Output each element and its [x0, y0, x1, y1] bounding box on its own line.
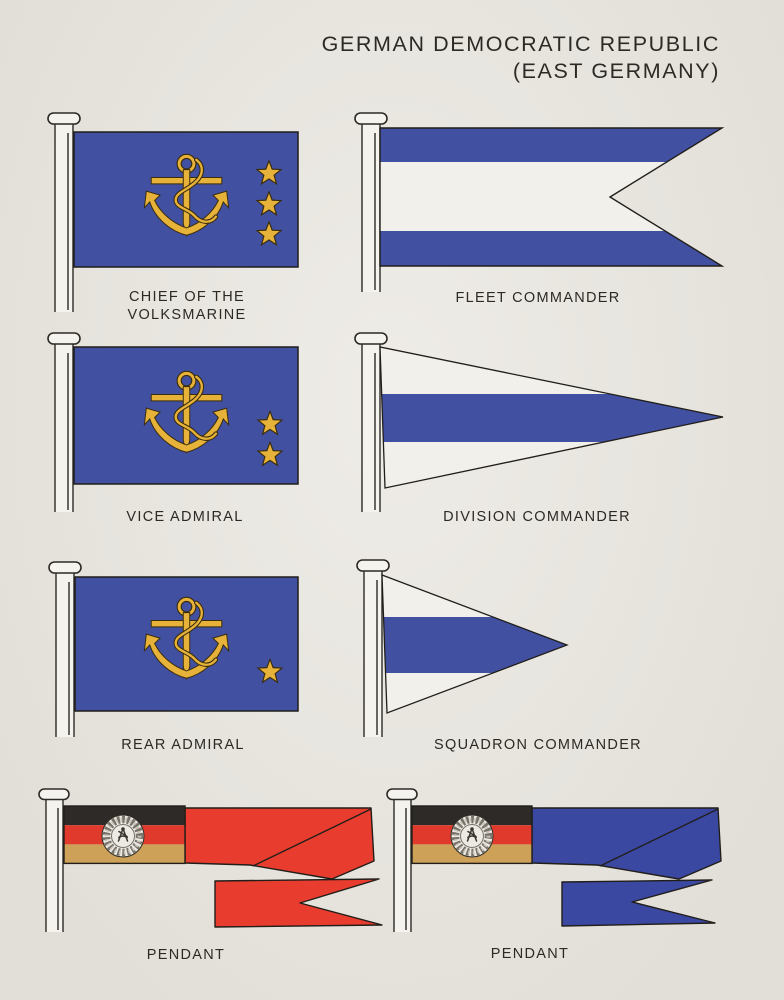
page-title-line1: GERMAN DEMOCRATIC REPUBLIC — [321, 32, 720, 56]
pendant-hoist-tricolor — [64, 806, 185, 863]
flag-chief-of-the-volksmarine — [74, 132, 298, 267]
label-squadron-commander: SQUADRON COMMANDER — [434, 737, 642, 753]
label-pendant-blue: PENDANT — [490, 946, 570, 962]
flag-squadron-commander — [382, 575, 568, 714]
pendant-streamer — [532, 808, 721, 926]
gdr-state-emblem — [451, 815, 493, 857]
flag-vice-admiral — [74, 347, 298, 484]
pendant-streamer — [185, 808, 382, 927]
page-title — [322, 31, 720, 85]
page-title-line2: (EAST GERMANY) — [512, 59, 720, 83]
label-vice-admiral: VICE ADMIRAL — [126, 509, 244, 525]
flag-division-commander — [380, 347, 724, 489]
label-fleet-commander: FLEET COMMANDER — [455, 290, 621, 306]
flag-rear-admiral — [75, 577, 298, 711]
label-rear-admiral: REAR ADMIRAL — [121, 737, 245, 753]
flag-fleet-commander — [380, 128, 723, 266]
gdr-state-emblem — [102, 815, 144, 857]
label-division-commander: DIVISION COMMANDER — [443, 509, 631, 525]
label-pendant-red: PENDANT — [146, 947, 226, 963]
pendant-hoist-tricolor — [412, 806, 532, 863]
flag-pendant-blue — [412, 806, 721, 926]
label-chief-of-the-volksmarine: CHIEF OF THE VOLKSMARINE — [127, 289, 247, 323]
flag-pendant-red — [64, 806, 382, 927]
